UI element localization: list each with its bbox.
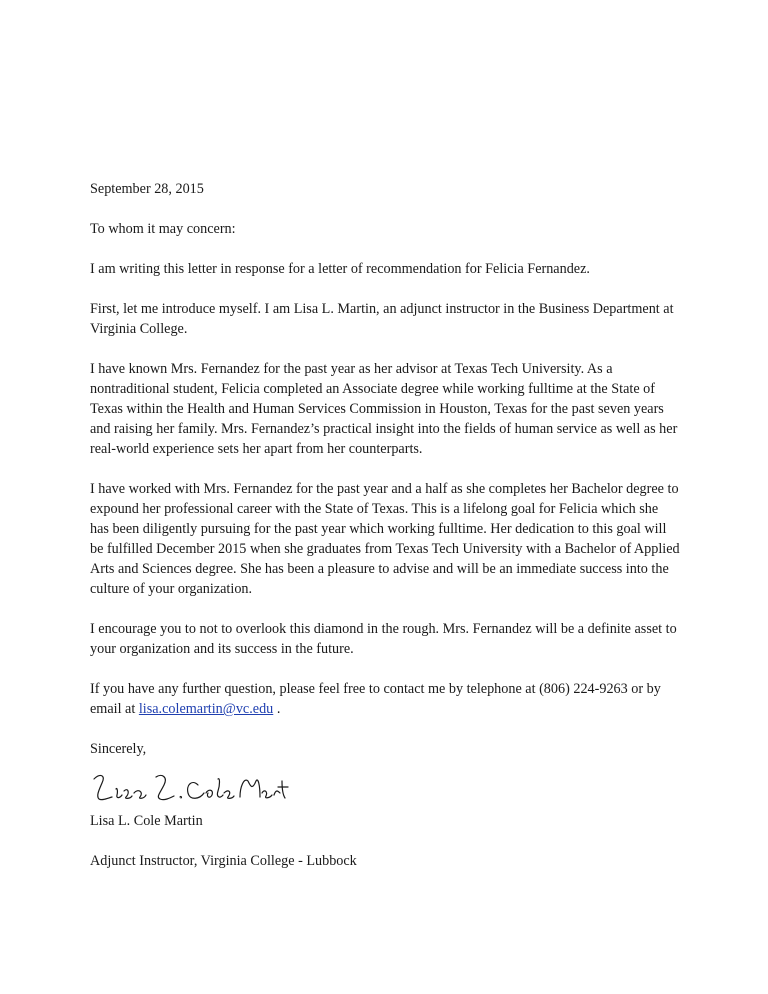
contact-end: . (273, 701, 281, 717)
letter-closing: Sincerely, (90, 741, 147, 757)
signer-name: Lisa L. Cole Martin (90, 813, 203, 829)
signer-title: Adjunct Instructor, Virginia College - Lubbock (90, 853, 357, 869)
letter-body (90, 179, 680, 891)
contact-text: If you have any further question, please feel free to contact me by telephone at (806) 224-9263 or by email at (90, 681, 661, 717)
letter-date: September 28, 2015 (90, 181, 204, 197)
paragraph-introduction: First, let me introduce myself. I am Lisa L. Martin, an adjunct instructor in the Business Department at Virginia College. (90, 301, 674, 337)
paragraph-background: I have known Mrs. Fernandez for the past year as her advisor at Texas Tech University. As a nontraditional student, Felicia completed an Associate degree while working fulltime at the State of Texas within the Health and Human Services Commission in Houston, Texas for the past seven years and raising her family. Mrs. Fernandez’s practical insight into the fields of human service as well as her real-world experience sets her apart from her counterparts. (90, 361, 678, 457)
email-link[interactable]: lisa.colemartin@vc.edu (138, 701, 274, 717)
letter-salutation: To whom it may concern: (90, 221, 236, 237)
paragraph-bachelor-progress: I have worked with Mrs. Fernandez for the past year and a half as she completes her Bachelor degree to expound her professional career with the State of Texas. This is a lifelong goal for Felicia which she has been diligently pursuing for the past year which working fulltime. Her dedication to this goal will be fulfilled December 2015 when she graduates from Texas Tech University with a Bachelor of Applied Arts and Sciences degree. She has been a pleasure to advise and will be an immediate success into the culture of your organization. (90, 481, 680, 597)
paragraph-contact (90, 679, 680, 719)
paragraph-purpose: I am writing this letter in response for a letter of recommendation for Felicia Fernandez. (90, 261, 590, 277)
paragraph-encouragement: I encourage you to not to overlook this diamond in the rough. Mrs. Fernandez will be a definite asset to your organization and its success in the future. (90, 621, 677, 657)
handwritten-signature (90, 771, 680, 805)
